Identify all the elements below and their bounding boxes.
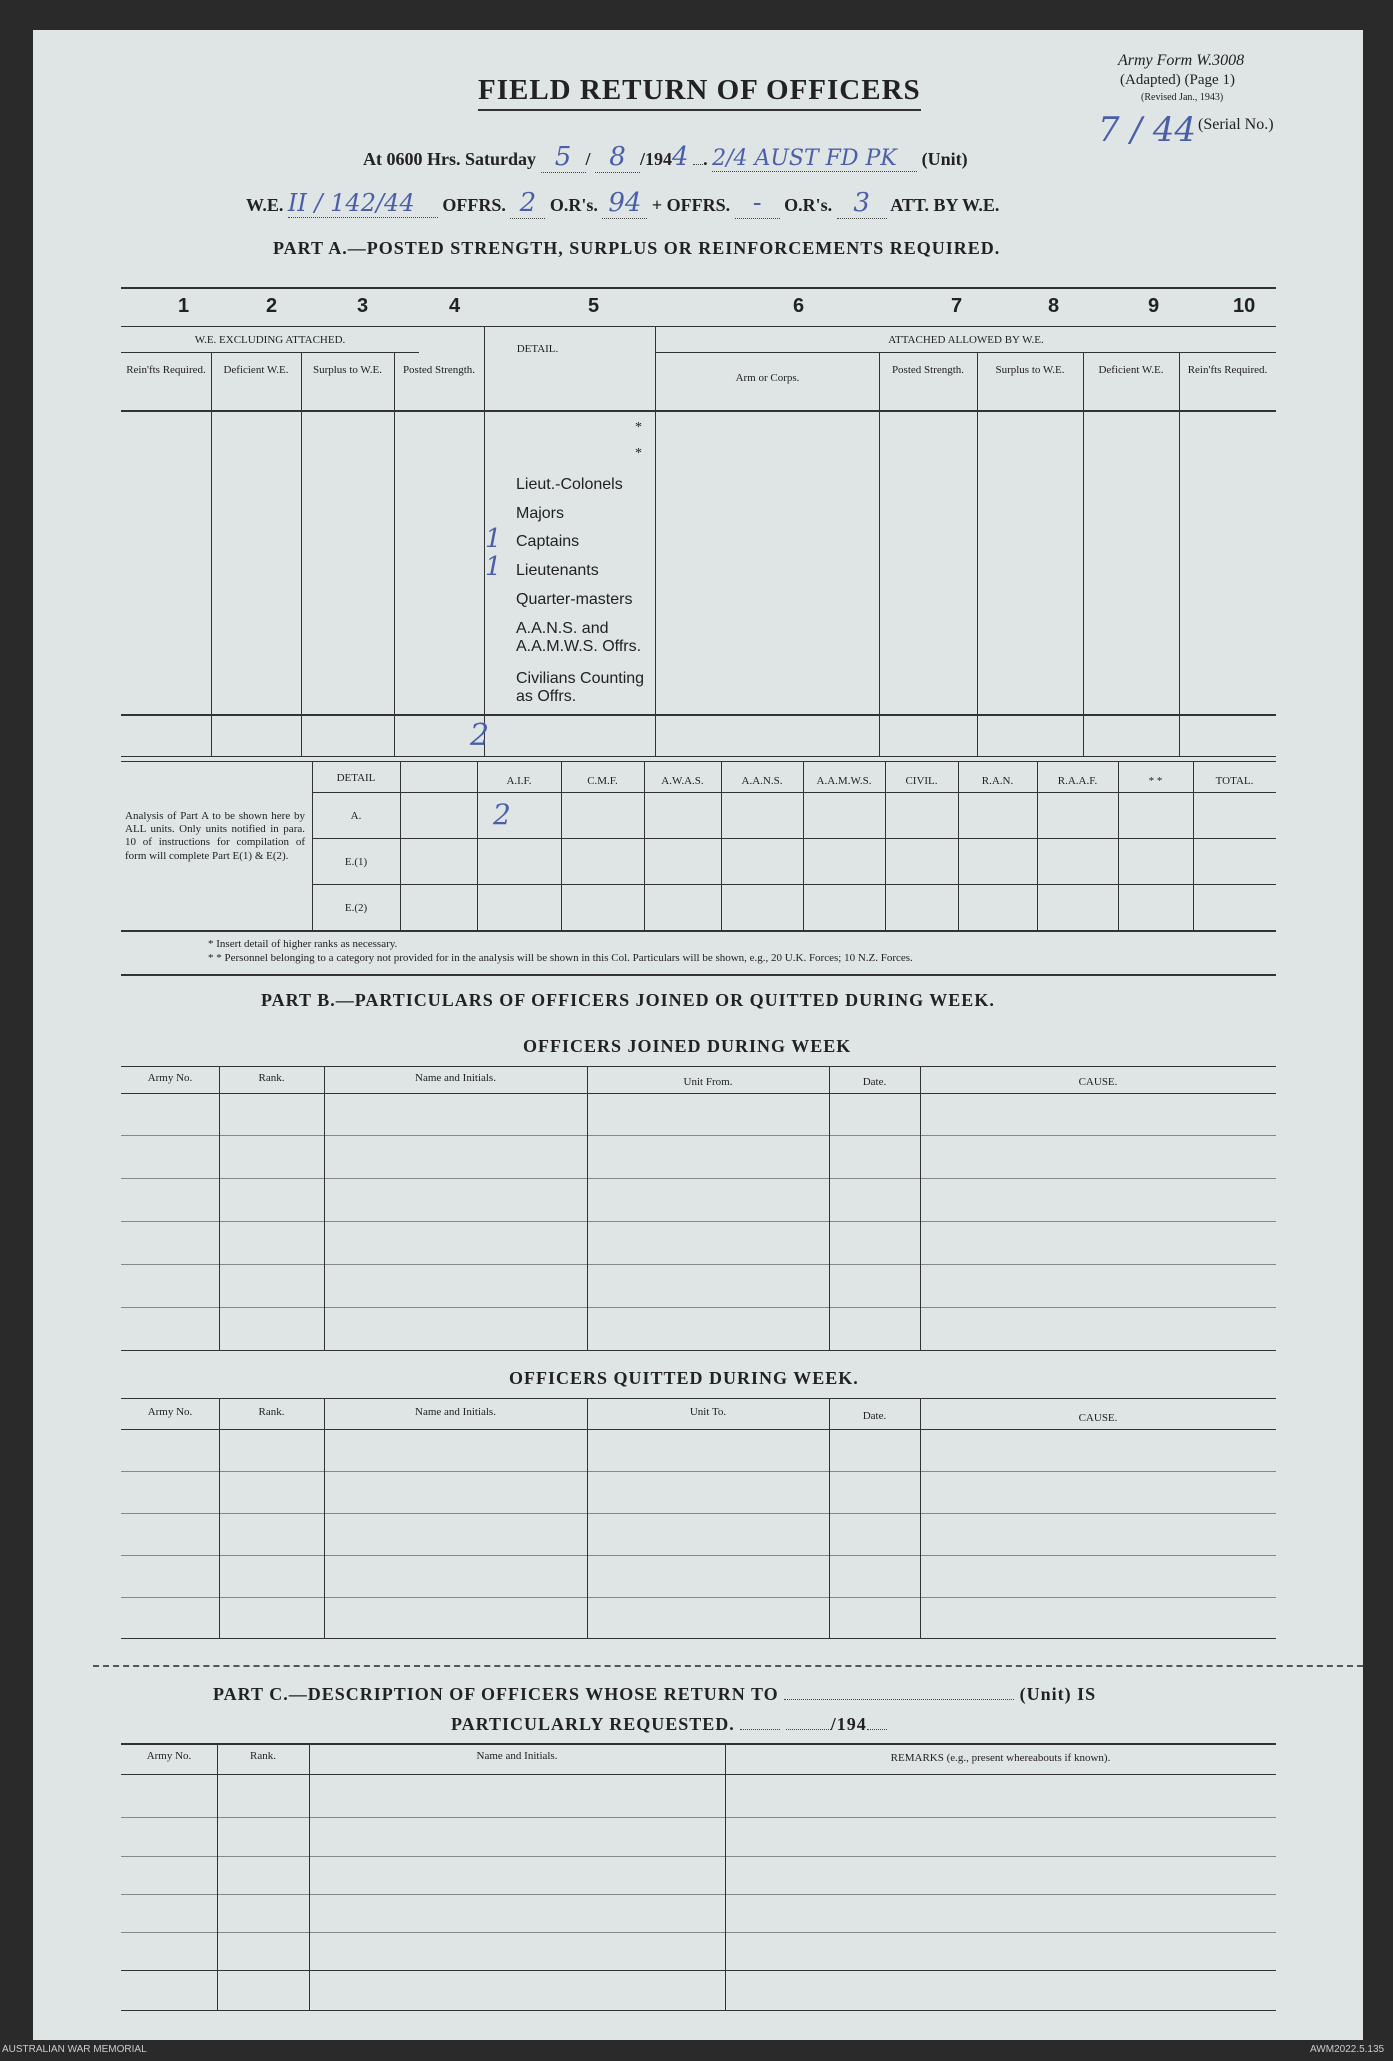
form-sheet — [33, 30, 1363, 2040]
we-value: II / 142/44 — [288, 189, 438, 218]
analysis-note: Analysis of Part A to be shown here by ALL units. Only units notified in para. 10 of instructions for compilation of form will complete Part E(1) & E(2). — [125, 810, 305, 862]
rank-label: Captains — [516, 533, 580, 550]
col-header: Surplus to W.E. — [995, 364, 1065, 376]
col-number: 5 — [588, 295, 600, 317]
form-adapted: (Adapted) (Page 1) — [1120, 72, 1235, 88]
col-header: Rein'fts Required. — [126, 364, 206, 376]
footer-right: AWM2022.5.135 — [1310, 2044, 1385, 2055]
analysis-col: * * — [1148, 775, 1163, 787]
part-c-title-line1 — [213, 1684, 1096, 1705]
col-number: 8 — [1048, 295, 1060, 317]
col-number: 7 — [951, 295, 963, 317]
quitted-col: CAUSE. — [1078, 1412, 1118, 1424]
col-header: Deficient W.E. — [1098, 364, 1164, 376]
form-revised: (Revised Jan., 1943) — [1141, 92, 1224, 103]
date-day: 5 — [541, 142, 586, 173]
at-label: At 0600 Hrs. Saturday — [363, 149, 537, 169]
col-header: Rein'fts Required. — [1187, 364, 1268, 376]
form-id: Army Form W.3008 — [1118, 52, 1245, 69]
quitted-col: Rank. — [258, 1406, 285, 1418]
analysis-row-label: E.(1) — [344, 856, 368, 868]
rank-label: Majors — [516, 505, 565, 522]
quitted-col: Army No. — [147, 1406, 193, 1418]
joined-col: Army No. — [147, 1072, 193, 1084]
analysis-col: C.M.F. — [587, 775, 618, 787]
col-header: Surplus to W.E. — [312, 364, 383, 376]
note-1: * Insert detail of higher ranks as necessary. — [208, 938, 398, 950]
col-header: Arm or Corps. — [735, 372, 800, 384]
analysis-col: R.A.N. — [981, 775, 1014, 787]
ors-label: O.R's. — [549, 195, 598, 215]
part-c-title-line2 — [451, 1714, 887, 1735]
year-hand: 4 — [672, 142, 689, 172]
attached-allowed-header: ATTACHED ALLOWED BY W.E. — [888, 334, 1044, 346]
part-c-col: Name and Initials. — [476, 1750, 558, 1762]
analysis-col: A.I.F. — [506, 775, 532, 787]
joined-col: CAUSE. — [1078, 1076, 1118, 1088]
rank-label: Quarter-masters — [516, 591, 633, 608]
page-title: FIELD RETURN OF OFFICERS — [478, 74, 921, 111]
we-line — [246, 188, 999, 219]
quitted-col: Unit To. — [689, 1406, 727, 1418]
joined-title: OFFICERS JOINED DURING WEEK — [523, 1036, 852, 1056]
col-header: Posted Strength. — [891, 364, 965, 376]
analysis-col: CIVIL. — [905, 775, 938, 787]
part-c-col: Army No. — [146, 1750, 192, 1762]
col-number: 10 — [1233, 295, 1256, 317]
date-line: At 0600 Hrs. Saturday 5 / 8 /1944 . 2/4 AUST FD PK (Unit) — [363, 142, 968, 172]
star-mark: * — [635, 446, 642, 461]
serial-value: 7 / 44 — [1098, 110, 1196, 150]
col-header: Deficient W.E. — [223, 364, 289, 376]
offrs-value: 2 — [510, 188, 545, 219]
analysis-col: TOTAL. — [1215, 775, 1254, 787]
serial-label: (Serial No.) — [1198, 116, 1274, 133]
quitted-col: Name and Initials. — [415, 1406, 496, 1418]
hand-lieutenants: 1 — [485, 552, 502, 582]
rank-label: Lieut.-Colonels — [516, 476, 623, 493]
analysis-row-label: E.(2) — [344, 902, 368, 914]
col-number: 4 — [449, 295, 461, 317]
hand-captains: 1 — [485, 524, 502, 554]
part-c-col: REMARKS (e.g., present whereabouts if known). — [890, 1752, 1111, 1764]
ors2-label: O.R's. — [784, 195, 833, 215]
col-number: 6 — [793, 295, 805, 317]
ors2-value: 3 — [837, 188, 887, 219]
rank-label: Civilians Counting as Offrs. — [516, 670, 645, 705]
rank-label: Lieutenants — [516, 562, 599, 579]
col-number: 1 — [178, 295, 190, 317]
part-a-title: PART A.—POSTED STRENGTH, SURPLUS OR REINFORCEMENTS REQUIRED. — [273, 238, 1001, 258]
analysis-row-label: A. — [350, 810, 362, 822]
col-header: Posted Strength. — [402, 364, 476, 376]
col-number: 3 — [357, 295, 369, 317]
offrs2-label: OFFRS. — [666, 195, 731, 215]
joined-col: Unit From. — [683, 1076, 733, 1088]
col-number: 9 — [1148, 295, 1160, 317]
col-number: 2 — [266, 295, 278, 317]
date-month: 8 — [595, 142, 640, 173]
cut-line — [93, 1665, 1363, 1667]
analysis-col: A.A.M.W.S. — [816, 775, 872, 787]
part-c-title-unit: (Unit) IS — [1019, 1684, 1097, 1704]
part-c-year: /194 — [830, 1714, 867, 1734]
quitted-col: Date. — [862, 1410, 887, 1422]
quitted-title: OFFICERS QUITTED DURING WEEK. — [509, 1368, 859, 1388]
part-c-title-a: PART C.—DESCRIPTION OF OFFICERS WHOSE RETURN TO — [213, 1684, 779, 1704]
note-2: * * Personnel belonging to a category not provided for in the analysis will be shown in this Col. Particulars will be shown, e.g., 20 U.K. Forces; 10 N.Z. Forces. — [208, 952, 913, 964]
offrs2-value: - — [735, 188, 780, 219]
unit-value: 2/4 AUST FD PK — [712, 146, 917, 172]
analysis-col: A.W.A.S. — [661, 775, 704, 787]
part-b-title: PART B.—PARTICULARS OF OFFICERS JOINED OR QUITTED DURING WEEK. — [261, 990, 995, 1010]
joined-col: Rank. — [258, 1072, 285, 1084]
footer-left: AUSTRALIAN WAR MEMORIAL — [2, 2044, 147, 2055]
analysis-detail-header: DETAIL — [336, 772, 376, 784]
year-prefix: 194 — [645, 149, 673, 169]
part-c-col: Rank. — [250, 1750, 276, 1762]
detail-header: DETAIL. — [516, 343, 559, 355]
analysis-col: R.A.A.F. — [1057, 775, 1098, 787]
we-excluding-header: W.E. EXCLUDING ATTACHED. — [194, 334, 346, 346]
joined-col: Name and Initials. — [415, 1072, 496, 1084]
hand-aif: 2 — [493, 798, 511, 831]
rank-label: A.A.N.S. and A.A.M.W.S. Offrs. — [516, 620, 642, 655]
joined-col: Date. — [862, 1076, 887, 1088]
hand-total: 2 — [470, 718, 490, 753]
att-label: ATT. BY W.E. — [890, 195, 1000, 215]
star-mark: * — [635, 420, 642, 435]
part-c-title-b: PARTICULARLY REQUESTED. — [451, 1714, 735, 1734]
we-label: W.E. — [246, 195, 284, 215]
plus-sign: + — [651, 195, 663, 215]
unit-label: (Unit) — [921, 149, 968, 169]
ors-value: 94 — [602, 188, 647, 219]
analysis-col: A.A.N.S. — [741, 775, 783, 787]
offrs-label: OFFRS. — [442, 195, 506, 215]
